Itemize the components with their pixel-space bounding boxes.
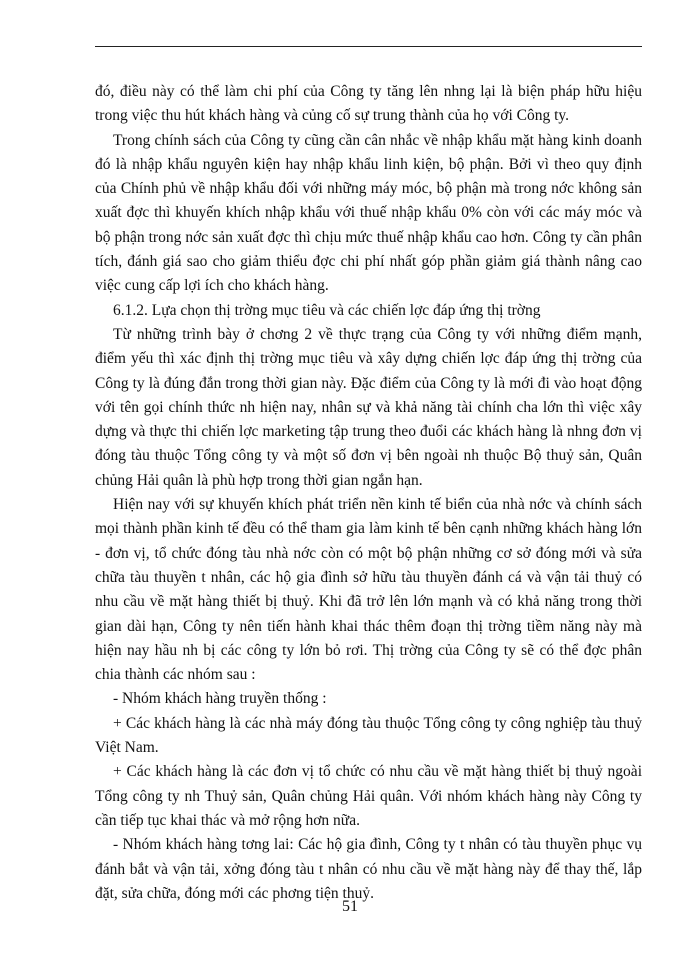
paragraph: Trong chính sách của Công ty cũng cần cân nhắc về nhập khẩu mặt hàng kinh doanh đó là nhập khẩu nguyên kiện hay nhập khẩu linh kiện, bộ phận. Bởi vì theo quy định của Chính phủ về nhập khẩu đối với những máy móc, bộ phận mà trong nớc không sản xuất đợc thì khuyến khích nhập khẩu với thuế nhập khẩu 0% còn với các máy móc và bộ phận trong nớc sản xuất đợc thì chịu mức thuế nhập khẩu cao hơn. Công ty cần phân tích, đánh giá sao cho giảm thiểu đợc chi phí nhất góp phần giảm giá thành nâng cao việc cung cấp lợi ích cho khách hàng. [95,131,642,295]
section-heading: 6.1.2. Lựa chọn thị trờng mục tiêu và các chiến lợc đáp ứng thị trờng [113,301,541,319]
document-body [95,80,642,906]
paragraph: Từ những trình bày ở chơng 2 về thực trạng của Công ty với những điểm mạnh, điểm yếu thì xác định thị trờng mục tiêu và xây dựng chiến lợc đáp ứng thị trờng của Công ty là đúng đắn trong thời gian này. Đặc điểm của Công ty là mới đi vào hoạt động với tên gọi chính thức nh hiện nay, nhân sự và khả năng tài chính cha lớn thì việc xây dựng và thực thi chiến lợc marketing tập trung theo đuổi các khách hàng là nhng đơn vị đóng tàu thuộc Tổng công ty và một số đơn vị bên ngoài nh thuộc Bộ thuỷ sản, Quân chủng Hải quân là phù hợp trong thời gian ngắn hạn. [95,325,642,489]
list-item: - Nhóm khách hàng tơng lai: Các hộ gia đình, Công ty t nhân có tàu thuyền phục vụ đánh bắt và vận tải, xởng đóng tàu t nhân có nhu cầu về mặt hàng này để thay thế, lắp đặt, sửa chữa, đóng mới các phơng tiện thuỷ. [95,836,642,902]
paragraph: đó, điều này có thể làm chi phí của Công ty tăng lên nhng lại là biện pháp hữu hiệu trong việc thu hút khách hàng và củng cố sự trung thành của họ với Công ty. [95,83,642,125]
header-rule [95,46,642,47]
paragraph: Hiện nay với sự khuyến khích phát triển nền kinh tế biển của nhà nớc và chính sách mọi thành phần kinh tế đều có thể tham gia làm kinh tế bên cạnh những khách hàng lớn - đơn vị, tổ chức đóng tàu nhà nớc còn có một bộ phận những cơ sở đóng mới và sửa chữa tàu thuyền t nhân, các hộ gia đình sở hữu tàu thuyền đánh cá và vận tải thuỷ có nhu cầu về mặt hàng thiết bị thuỷ. Khi đã trở lên lớn mạnh và có khả năng trong thời gian dài hạn, Công ty nên tiến hành khai thác thêm đoạn thị trờng tiềm năng này mà hiện nay hầu nh bị các công ty lớn bỏ rơi. Thị trờng của Công ty sẽ có thể đợc phân chia thành các nhóm sau : [95,496,642,684]
list-item: + Các khách hàng là các đơn vị tổ chức có nhu cầu về mặt hàng thiết bị thuỷ ngoài Tổng công ty nh Thuỷ sản, Quân chủng Hải quân. Với nhóm khách hàng này Công ty cần tiếp tục khai thác và mở rộng hơn nữa. [95,763,642,829]
page-number: 51 [342,898,358,915]
list-item: + Các khách hàng là các nhà máy đóng tàu thuộc Tổng công ty công nghiệp tàu thuỷ Việt Nam. [95,714,642,757]
list-item: - Nhóm khách hàng truyền thống : [113,690,327,708]
